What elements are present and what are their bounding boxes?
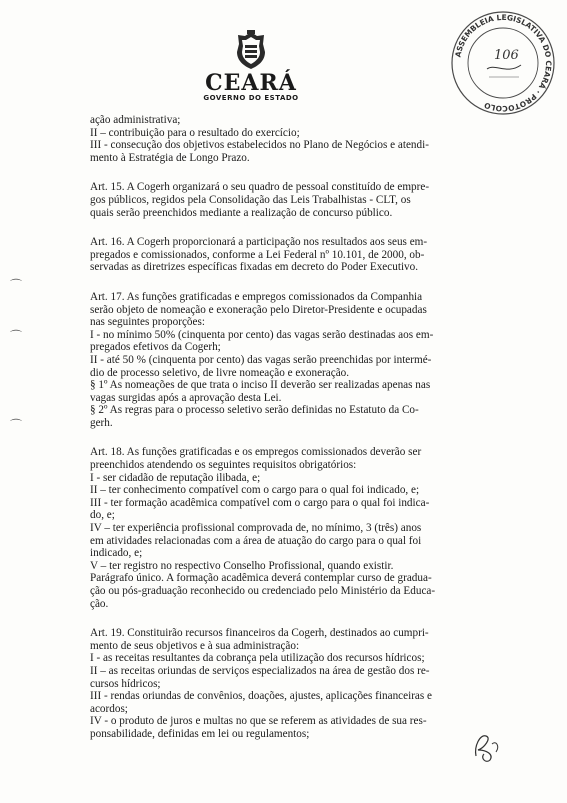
paragraph-continuation: ação administrativa; II – contribuição para o resultado do exercício; III - consecução dos objetivos estabelecidos no Plano de Negócios e atendi- mento à Estratégia de Longo Prazo. — [90, 114, 429, 164]
stamp-handwritten-number: 106 — [494, 48, 519, 63]
article-18: Art. 18. As funções gratificadas e os empregos comissionados deverão ser preenchidos atendendo os seguintes requisitos obrigatórios: I - ser cidadão de reputação ilibada, e; II – ter conhecimento compatível com o cargo para o qual foi indicado, e; III - ter formação acadêmica compatível com o cargo para o qual foi indica- do, e; IV – ter experiência profissional comprovada de, no mínimo, 3 (três) anos em atividades relacionadas com a área de atuação do cargo para o qual foi indicado, e; V – ter registro no respectivo Conselho Profissional, quando existir. Parágrafo único. A formação acadêmica deverá contemplar curso de gradua- ção ou pós-graduação reconhecido ou credenciado pelo Ministério da Educa- ção. — [90, 446, 436, 610]
article-16: Art. 16. A Cogerh proporcionará a participação nos resultados aos seus em- pregados e comissionados, conforme a Lei Federal nº 10.101, de 2000, ob- servadas as diretrizes específicas fixadas em decreto do Poder Executivo. — [90, 236, 428, 274]
government-label: GOVERNO DO ESTADO — [203, 94, 299, 102]
margin-mark: ⌒ — [10, 418, 23, 432]
margin-mark: ⌒ — [10, 329, 23, 343]
margin-mark: ⌒ — [10, 278, 23, 292]
protocol-stamp — [449, 9, 557, 117]
handwritten-initials — [466, 726, 506, 766]
article-15: Art. 15. A Cogerh organizará o seu quadro de pessoal constituído de empre- gos públicos, regidos pela Consolidação das Leis Trabalhistas - CLT, os quais serão preenchidos mediante a realização de concurso público. — [90, 181, 430, 219]
ceara-government-logo — [196, 30, 306, 103]
article-17: Art. 17. As funções gratificadas e empregos comissionados da Companhia serão objeto de nomeação e exoneração pelo Diretor-Presidente e ocupadas nas seguintes proporções: I - no mínimo 50% (cinquenta por cento) das vagas serão destinadas aos em- pregados efetivos da Cogerh; II - até 50 % (cinquenta por cento) das vagas serão preenchidas por intermé- dio de processo seletivo, de livre nomeação e exoneração. § 1º As nomeações de que trata o inciso II deverão ser realizadas apenas nas vagas surgidas após a aprovação desta Lei. § 2º As regras para o processo seletivo serão definidas no Estatuto da Co- gerh. — [90, 290, 434, 429]
state-name: CEARÁ — [205, 70, 297, 96]
coat-of-arms-icon — [234, 30, 268, 70]
stamp-ring-text: ASSEMBLEIA LEGISLATIVA DO CEARÁ · PROTOCOLO — [453, 12, 554, 114]
article-19: Art. 19. Constituirão recursos financeiros da Cogerh, destinados ao cumpri- mento de seus objetivos e à sua administração: I - as receitas resultantes da cobrança pela utilização dos recursos hídricos; II – as receitas oriundas de serviços especializados na área de gestão dos re- cursos hídricos; III - rendas oriundas de convênios, doações, ajustes, aplicações financeiras e acordos; IV - o produto de juros e multas no que se referem as atividades de sua res- ponsabilidade, definidas em lei ou regulamentos; — [90, 627, 433, 740]
document-body — [90, 114, 490, 758]
